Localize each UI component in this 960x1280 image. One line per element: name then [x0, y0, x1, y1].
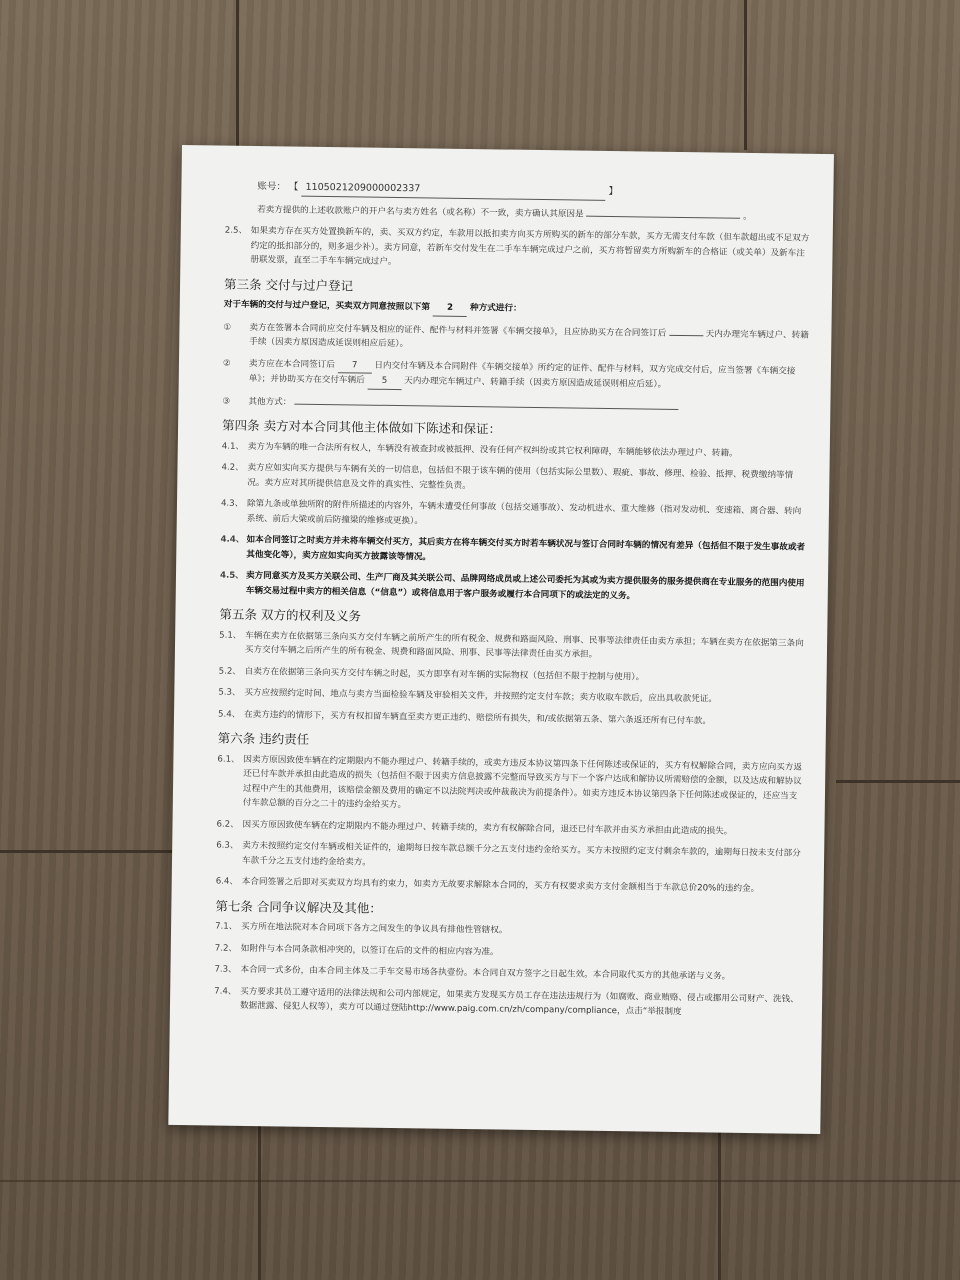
clause-number: 5.1、 [219, 630, 242, 641]
clause-text: 卖方应如实向买方提供与车辆有关的一切信息，包括但不限于该车辆的使用（包括实际公里数）、瑕疵、事故、修理、检验、抵押、税费缴纳等情况。卖方应对其所提供信息及文件的真实性、完整性负责。 [247, 462, 794, 491]
clause-number: 2.5、 [224, 225, 248, 236]
clause-text: 因卖方原因致使车辆在约定期限内不能办理过户、转籍手续的，或卖方违反本协议第四条下任何陈述或保证的，买方有权解除合同，卖方应向买方返还已付车款并承担由此造成的损失（包括但不限于因卖方信息披露不完整而导致买方与下一个客户达成和解协议所需赔偿的金额，以及达成和解协议过程中产生的其他费用，该赔偿金额及费用的确定不以法院判决或仲裁裁决为前提条件）。如卖方违反本协议第四条下任何陈述或保证的，还应当支付车款总额的百分之二十的违约金给买方。 [242, 754, 803, 811]
clause-text: 卖方未按照约定交付车辆或相关证件的，逾期每日按车款总额千分之五支付违约金给买方。买方未按照约定支付剩余车款的，逾期每日按未支付部分车款千分之五支付违约金给卖方。 [241, 840, 801, 868]
article-5-heading: 第五条 双方的权利及义务 [219, 606, 362, 624]
wall-seam [0, 850, 182, 853]
article-7-clause [215, 920, 801, 943]
delivery-days-value: 7 [338, 358, 372, 374]
account-bracket-close: 】 [608, 185, 619, 198]
article-4-clause [221, 497, 807, 534]
clause-text: 如本合同签订之时卖方并未将车辆交付买方，其后卖方在将车辆交付买方时若车辆状况与签订合同时车辆的情况有差异（包括但不限于发生事故或者其他变化等），卖方应如实向买方披露该等情况。 [246, 534, 806, 563]
clause-text: 买方要求其员工遵守适用的法律法规和公司内部规定，如果卖方发现买方员工存在违法违规行为（如腐败、商业贿赂、侵占或挪用公司财产、洗钱、数据泄露、侵犯人权等），卖方可以通过登陆http://www.paig.com.cn/zh/company/compliance，点击“举报制度 [239, 986, 799, 1018]
clause-text: 本合同签署之后即对买卖双方均具有约束力，如卖方无故要求解除本合同的，买方有权要求卖方支付金额相当于车款总价20%的违约金。 [241, 876, 760, 895]
article-5-clause [219, 628, 805, 665]
contract-page [168, 145, 834, 1134]
clause-text: 本合同一式多份，由本合同主体及二手车交易市场各执壹份。本合同自双方签字之日起生效。本合同取代买方的其他承诺与义务。 [240, 964, 731, 982]
transfer-days-value: 5 [367, 374, 401, 390]
clause-number: 4.1、 [221, 441, 245, 452]
method-number: 2 [433, 301, 467, 317]
clause-number: 5.2、 [218, 666, 241, 677]
clause-number: 6.1、 [217, 754, 240, 765]
account-label: 账号： [257, 181, 287, 193]
clause-text: 如果卖方存在买方处置换新车的，卖、买双方约定，车款用以抵扣卖方向买方所购买的新车的部分车款，买方无需支付车款（但车款超出或不足双方约定的抵扣部分的，则多退少补）。卖方同意，若新车交付发生在二手车车辆完成过户之前，买方将暂留卖方所购新车的合格证（或关单）及新车注册联发票，直至二手车车辆完成过户。 [250, 225, 810, 268]
article-7-heading: 第七条 合同争议解决及其他： [215, 898, 382, 916]
clause-text: 买方所在地法院对本合同项下各方之间发生的争议具有排他性管辖权。 [241, 921, 508, 936]
clause-text: 因买方原因致使车辆在约定期限内不能办理过户、转籍手续的，卖方有权解除合同，退还已付车款并由买方承担由此造成的损失。 [242, 819, 733, 837]
account-number: 1105021209000002337 [301, 181, 605, 201]
wall-seam [718, 1125, 721, 1280]
article-5-clause [218, 686, 804, 709]
clause-number: 7.3、 [214, 964, 237, 975]
clause-text: 卖方为车辆的唯一合法所有权人，车辆没有被查封或被抵押、没有任何产权纠纷或其它权利障碍，车辆能够依法办理过户、转籍。 [247, 441, 738, 459]
clause-number: 4.4、 [220, 534, 245, 545]
account-bracket-open: 【 [288, 181, 299, 193]
intro-post: 种方式进行： [469, 303, 522, 314]
article-7-list [214, 920, 801, 1022]
option-text: 卖方应在本合同签订后 [248, 358, 335, 370]
wall-seam [744, 0, 747, 150]
wall-seam [0, 1180, 960, 1182]
article-5-clause [218, 707, 804, 730]
clause-text: 买方应按照约定时间、地点与卖方当面检验车辆及审验相关文件，并按照约定支付车款；卖方收取车款后，应出具收款凭证。 [244, 687, 718, 705]
wall-seam [236, 0, 239, 150]
intro-pre: 对于车辆的交付与过户登记，买卖双方同意按照以下第 [223, 299, 431, 313]
clause-number: 5.3、 [218, 687, 241, 698]
option-text-end: 天内办理完车辆过户、转籍手续（因卖方原因造成延误则相应后延）。 [249, 328, 809, 350]
mismatch-row [225, 202, 811, 225]
article-6-clause [216, 875, 802, 898]
article-6-list [216, 752, 804, 897]
article-4-clause [220, 533, 806, 570]
clause-number: 7.1、 [215, 921, 238, 932]
option-number: ② [222, 358, 231, 369]
clause-text: 自卖方在依据第三条向买方交付车辆之时起，买方即享有对车辆的实际物权（包括但不限于控制与使用）。 [244, 666, 645, 683]
article-4-clause [220, 569, 806, 606]
article-4-clause [221, 461, 807, 498]
option-text-mid: 日内交付车辆及本合同附件《车辆交接单》所约定的证件、配件与材料，双方完成交付后，应当签署《车辆交接单》；并协助买方在交付车辆后 [248, 360, 796, 386]
other-method-blank [294, 403, 678, 409]
clause-2-5 [224, 224, 811, 276]
article-3-option-1 [223, 320, 809, 357]
clause-number: 4.3、 [220, 498, 244, 509]
article-7-clause [215, 941, 801, 964]
article-4-heading: 第四条 卖方对本合同其他主体做如下陈述和保证： [221, 417, 502, 437]
clause-text: 车辆在卖方在依据第三条向买方交付车辆之前所产生的所有税金、规费和路面风险、刑事、民事等法律责任由卖方承担；车辆在卖方在依据第三条向买方交付车辆之后所产生的所有税金、规费和路面风险、刑事、民事等法律责任由买方承担。 [244, 630, 804, 660]
article-7-clause [214, 984, 800, 1021]
article-4-clause [222, 439, 808, 462]
clause-number: 4.5、 [219, 570, 244, 581]
clause-number: 6.2、 [216, 819, 239, 830]
article-3-option-2 [223, 356, 809, 395]
clause-text: 除第九条或单独所附的附件所描述的内容外，车辆未遭受任何事故（包括交通事故）、发动机进水、重大维修（指对发动机、变速箱、离合器、转向系统、前后大梁或前后防撞梁的维修或更换）。 [246, 498, 802, 526]
days-blank [669, 334, 703, 335]
clause-number: 5.4、 [217, 709, 241, 720]
mismatch-reason-blank [586, 215, 740, 218]
account-row [225, 180, 811, 204]
clause-text: 在卖方违约的情形下，买方有权扣留车辆直至卖方更正违约、赔偿所有损失，和/或依据第五条、第六条返还所有已付车款。 [243, 709, 712, 726]
clause-text: 如附件与本合同条款相冲突的，以签订在后的文件的相应内容为准。 [240, 943, 499, 957]
wall-seam [258, 1125, 261, 1280]
clause-text: 卖方同意买方及买方关联公司、生产厂商及其关联公司、品牌网络成员或上述公司委托为其或为卖方提供服务的服务提供商在专业服务的范围内使用车辆交易过程中卖方的相关信息（“信息”）或将信息用于客户服务或履行本合同项下的或法定的义务。 [245, 570, 805, 601]
article-5-list [218, 628, 805, 730]
article-4-list [220, 439, 808, 606]
article-3-intro [224, 298, 810, 322]
clause-number: 4.2、 [221, 462, 244, 473]
article-5-clause [219, 664, 805, 687]
article-3-option-3 [222, 394, 808, 417]
option-text: 卖方在签署本合同前应交付车辆及相应的证件、配件与材料并签署《车辆交接单》，且应协助买方在合同签订后 [249, 322, 667, 339]
article-6-clause [217, 752, 804, 818]
option-text-end: 天内办理完车辆过户、转籍手续（因卖方原因造成延误则相应后延）。 [404, 376, 667, 390]
article-7-clause [214, 963, 800, 986]
clause-number: 7.2、 [214, 943, 238, 954]
clause-number: 6.4、 [215, 876, 239, 887]
option-number: ① [223, 322, 232, 333]
option-text: 其他方式： [248, 396, 292, 408]
clause-number: 7.4、 [214, 986, 237, 997]
option-number: ③ [222, 396, 231, 407]
wall-seam [836, 780, 960, 783]
article-3-heading: 第三条 交付与过户登记 [223, 276, 354, 293]
mismatch-end: 。 [743, 211, 752, 222]
article-6-heading: 第六条 违约责任 [217, 730, 310, 747]
article-6-clause [216, 817, 802, 840]
mismatch-text: 若卖方提供的上述收款账户的开户名与卖方姓名（或名称）不一致，卖方确认其原因是 [257, 204, 584, 220]
clause-number: 6.3、 [216, 840, 239, 851]
article-6-clause [216, 839, 802, 876]
